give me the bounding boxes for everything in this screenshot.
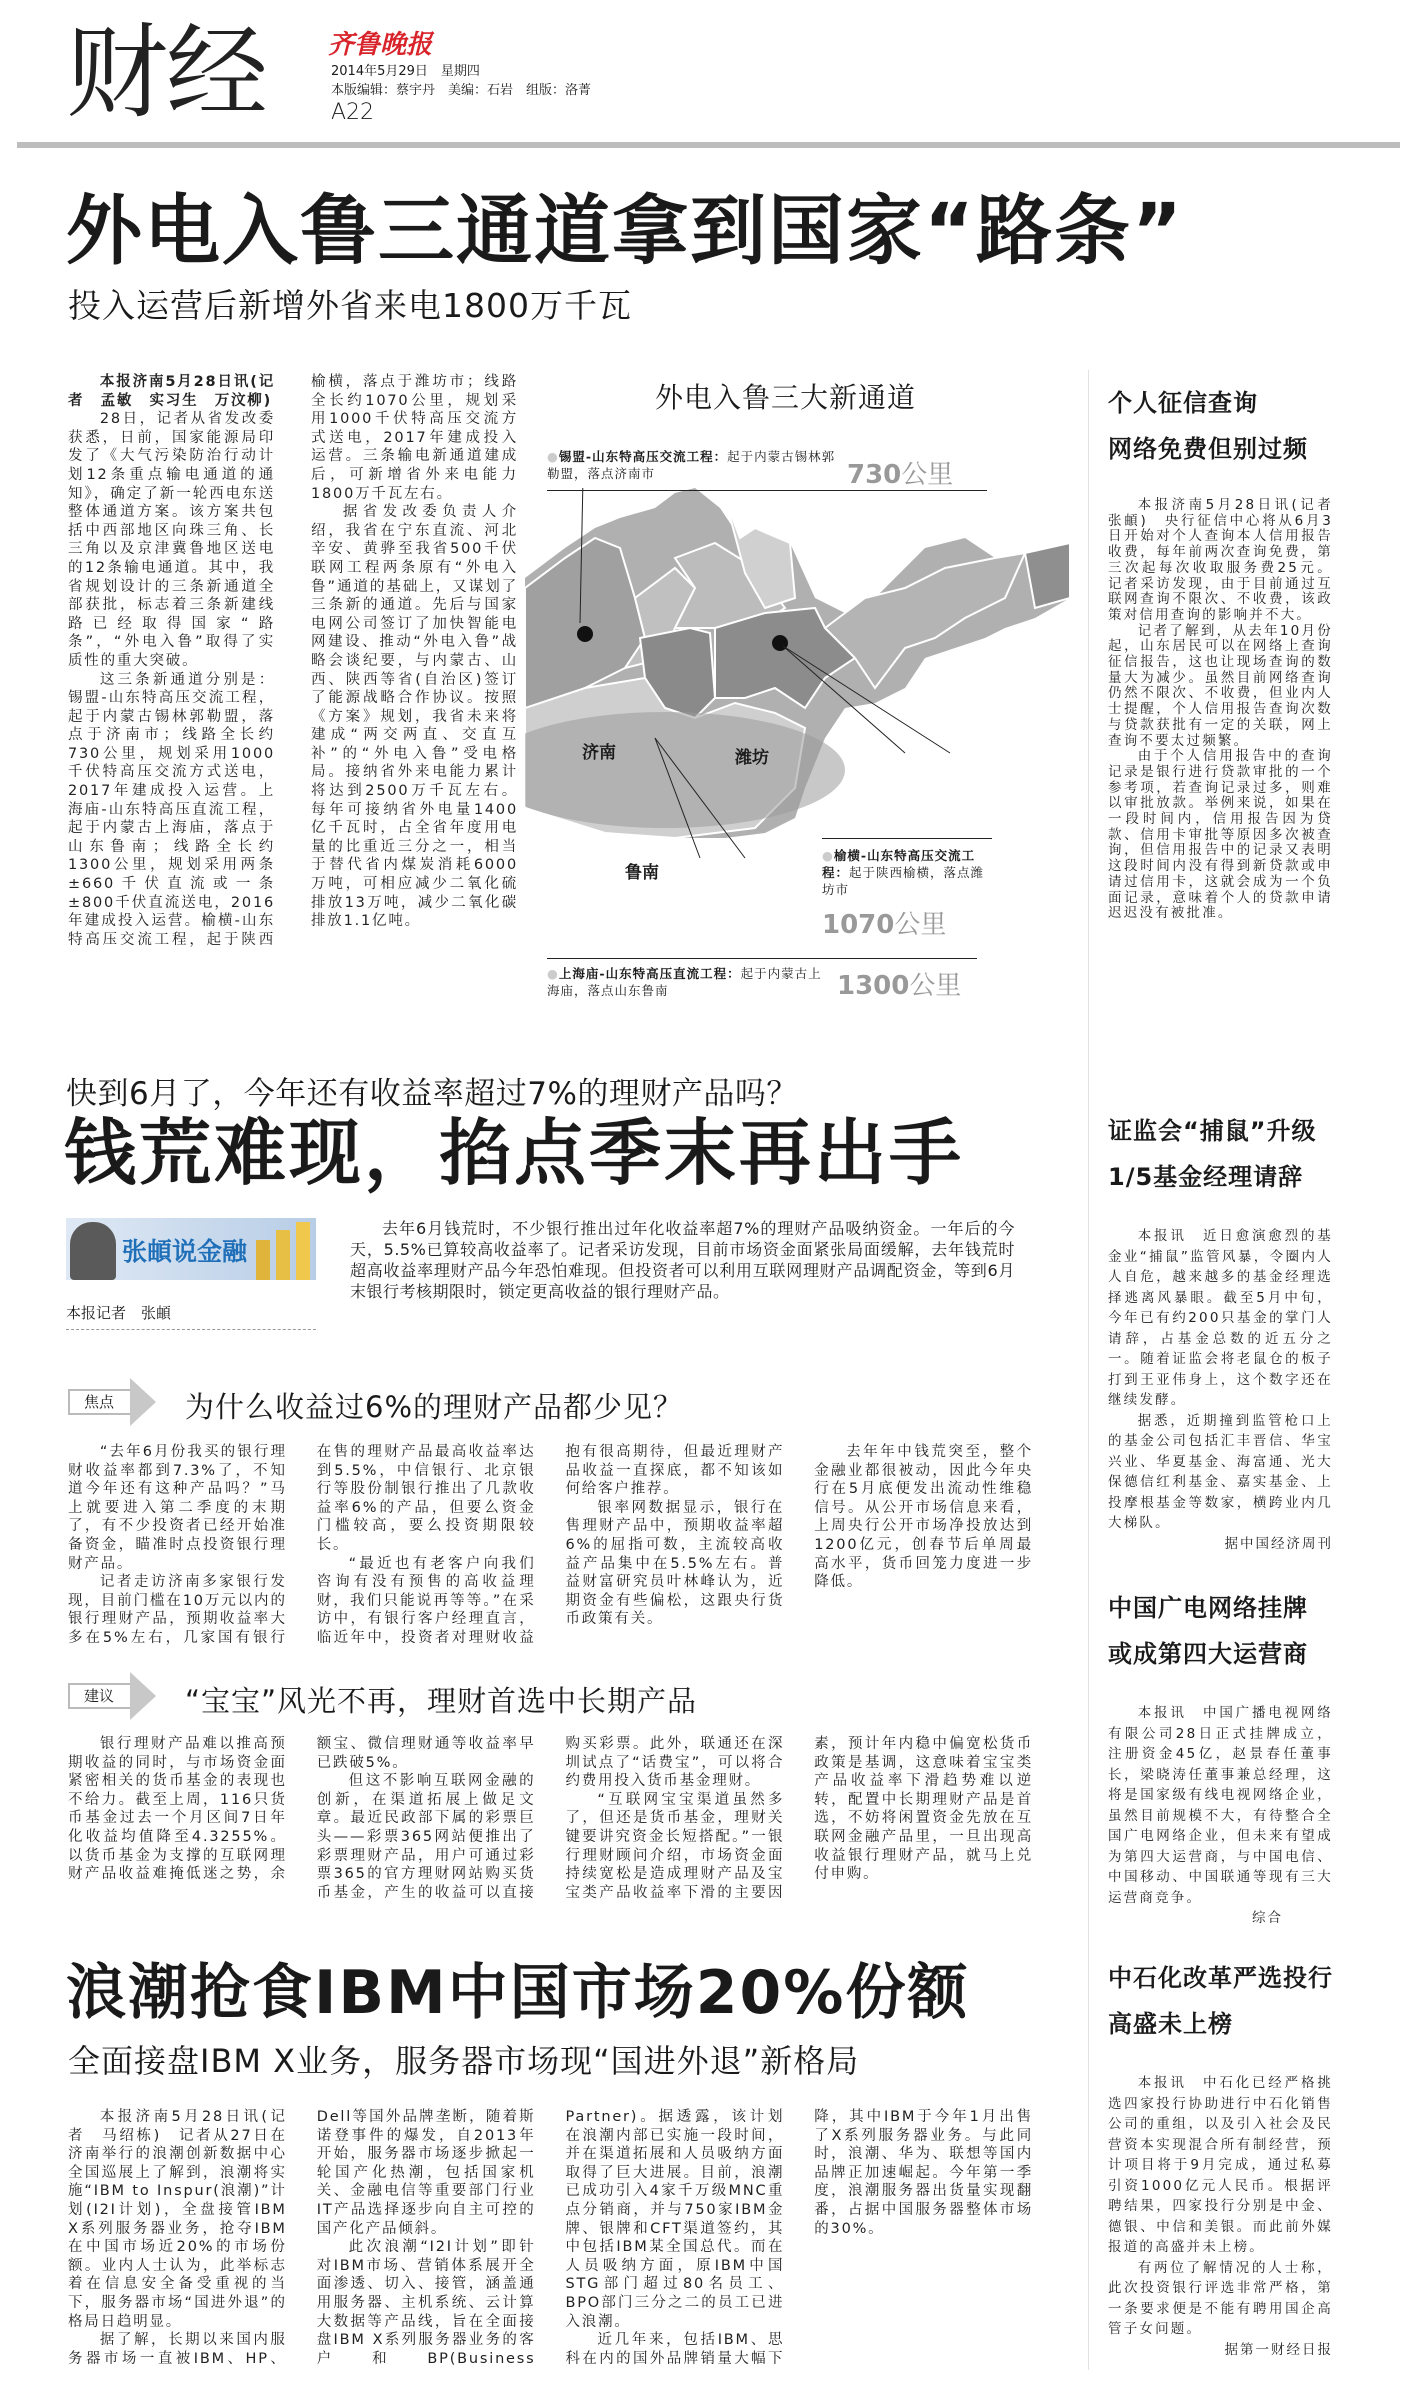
article1-paragraph: 这三条新通道分别是：锡盟-山东特高压交流工程，起于内蒙古锡林郭勒盟，落点于济南市；线路全长约730公里，规划采用1000千伏特高压交流方式送电，2017年建成投入运营。上海庙-山东特高压直流工程，起于内蒙古上海庙，落点于山东鲁南；线路全长约1300公里，规划采用两条±660千伏直流或一条±800千伏直流送电，2016年建成投入运营。榆横-山东特高压交流工程，起于陕西榆横，落点于潍坊市；线路全长约1070公里，规划采用1000千伏特高压交流方式送电，2017年建成投入运营。三条输电新通道建成后，可新增省外来电能力1800万千瓦左右。 [68,374,518,948]
arrow-right-icon [130,1378,156,1426]
article1-paragraph: 28日，记者从省发改委获悉，日前，国家能源局印发了《大气污染防治行动计划12条重点输电通道的通知》，确定了新一轮西电东送整体通道方案。该方案共包括中西部地区向珠三角、长三角以及京津冀鲁地区送电的12条输电通道。其中，我省规划设计的三条新通道全部获批，标志着三条新建线路已经取得国家“路条”，“外电入鲁”取得了实质性的重大突破。 [68,411,275,669]
article2-byline: 本报记者 张頔 [66,1302,316,1330]
article3-headline: 浪潮抢食IBM中国市场20%份额 [66,1958,970,2028]
advice-tag-label: 建议 [68,1683,130,1709]
section-name: 财经 [66,14,266,133]
route-name: 锡盟-山东特高压交流工程： [558,449,728,464]
advice-paragraph: 银行理财产品难以推高预期收益的同时，与市场资金面紧密相关的货币基金的表现也不给力。截至上周，116只货币基金过去一个月区间7日年化收益均值降至4.3255%。以货币基金为支撑的互联网理财产品收益难掩低迷之势，余额宝、微信理财通等收益率早已跌破5%。 [68,1736,536,1883]
route-name: 榆横-山东特高压交流工程： [822,848,976,880]
route-callout-shanghaimiao: ●上海庙-山东特高压直流工程：起于内蒙古上海庙，落点山东鲁南 1300公里 [547,958,977,999]
article3-paragraph: 据了解，长期以来国内服务器市场一直被IBM、HP、Dell等国外品牌垄断，随着斯诺登事件的爆发，自2013年开始，服务器市场逐步掀起一轮国产化热潮，包括国家机关、金融电信等重要部门行业IT产品选择逐步向自主可控的国产化产品倾斜。 [68,2109,536,2367]
route-desc: 起于陕西榆横，落点潍坊市 [822,865,985,897]
article2-intro: 去年6月钱荒时，不少银行推出过年化收益率超7%的理财产品吸纳资金。一年后的今天，5.5%已算较高收益率了。记者采访发现，目前市场资金面紧张局面缓解，去年钱荒时超高收益率理财产品今年恐怕难现。但投资者可以利用互联网理财产品调配资金，等到6月末银行考核期限时，锁定更高收益的银行理财产品。 [350,1219,1015,1301]
focus-heading: 为什么收益过6%的理财产品都少见？ [185,1390,684,1424]
story-paragraph: 本报讯 中石化已经严格挑选四家投行协助进行中石化销售公司的重组，以及引入社会及民营资本实现混合所有制经营，预计项目将于9月完成，通过私募引资1000亿元人民币。根据评聘结果，四家投行分别是中金、德银、中信和美银。而此前外媒报道的高盛并未上榜。 [1108,2075,1333,2255]
focus-paragraph: 去年年中钱荒突至，整个金融业都很被动，因此今年央行在5月底便发出流动性维稳信号。从公开市场信息来看，上周央行公开市场净投放达到1200亿元，创春节后单周最高水平，货币回笼力度进一步降低。 [814,1444,1033,1591]
advice-body [68,1735,1033,1907]
newspaper-logo: 齐鲁晚报 [328,30,433,60]
route-callout-yuheng: ●榆横-山东特高压交流工程：起于陕西榆横，落点潍坊市 1070公里 [822,838,992,941]
story-title: 证监会“捕鼠”升级 1/5基金经理请辞 [1108,1117,1317,1191]
focus-paragraph: 银率网数据显示，银行在售理财产品中，预期收益率超6%的屈指可数，主流较高收益产品集中在5.5%左右。普益财富研究员叶林峰认为，近期资金有些偏松，这跟央行货币政策有关。 [565,1499,785,1628]
jinan-marker [577,626,593,642]
sidebar-story-credit [1108,380,1333,922]
article1-subhead: 投入运营后新增外省来电1800万千瓦 [68,286,632,325]
route-callout-ximeng: ●锡盟-山东特高压交流工程：起于内蒙古锡林郭勒盟，落点济南市 730公里 [547,448,987,491]
sidebar-divider [1088,370,1089,2370]
author-portrait [70,1222,116,1280]
editors-credit: 本版编辑：蔡宇丹 美编：石岩 组版：洛菁 [331,83,592,98]
article3-paragraph: 近几年来，包括IBM、思科在内的国外品牌销量大幅下降，其中IBM于今年1月出售了X系列服务器业务。与此同时，浪潮、华为、联想等国内品牌正加速崛起。今年第一季度，浪潮服务器出货量实现翻番，占据中国服务器整体市场的30%。 [565,2109,1033,2367]
article3-paragraph: 此次浪潮“I2I计划”即针对IBM市场、营销体系展开全面渗透、切入、接管，涵盖通用服务器、主机系统、云计算大数据等产品线，旨在全面接盘IBM X系列服务器业务的客户和BP(Business Partner)。据透露，该计划在浪潮内部已实施一段时间，并在渠道拓展和人员吸纳方面取得了巨大进展。目前，浪潮已成功引入4家千万级MNC重点分销商，并与750家IBM金牌、银牌和CFT渠道签约，其中包括IBM某全国总代。而在人员吸纳方面，原IBM中国STG部门超过80名员工、BPO部门三分之二的员工已进入浪潮。 [316,2109,785,2367]
story-paragraph: 本报济南5月28日讯(记者张頔) 央行征信中心将从6月3日开始对个人查询本人信用报告收费，每年前两次查询免费，第三次起每次收取服务费25元。记者采访发现，由于目前通过互联网查询不限次、不收费，该政策对信用查询的影响并不大。 [1108,497,1333,623]
story-title: 中石化改革严选投行 高盛未上榜 [1108,1964,1333,2038]
story-paragraph: 有两位了解情况的人士称，此次投资银行评选非常严格，第一条要求便是不能有聘用国企高管子女问题。 [1108,2259,1333,2337]
story-source: 据第一财经日报 [1224,2341,1333,2358]
route-unit: 公里 [894,910,947,940]
coin-stack-icon [296,1222,310,1280]
focus-body [68,1443,1033,1655]
advice-tag [68,1672,156,1720]
map-title: 外电入鲁三大新通道 [655,381,917,414]
city-label-weifang: 潍坊 [735,748,769,768]
column-logo-banner [66,1218,316,1280]
header-rule [17,142,1400,148]
route-desc: 起于内蒙古锡林郭勒盟，落点济南市 [547,449,836,481]
story-paragraph: 本报讯 中国广播电视网络有限公司28日正式挂牌成立，注册资金45亿，赵景春任董事长，梁晓涛任董事兼总经理，这将是国家级有线电视网络企业，虽然目前规模不大，有待整合全国广电网络企业，但未来有望成为第四大运营商，与中国电信、中国移动、中国联通等现有三大运营商竞争。 [1108,1705,1333,1906]
city-label-jinan: 济南 [582,743,616,763]
city-label-lunan: 鲁南 [625,863,659,883]
story-title: 中国广电网络挂牌 或成第四大运营商 [1108,1594,1308,1668]
sidebar-story-broadcast [1108,1585,1333,1929]
article1-paragraph: 据省发改委负责人介绍，我省在宁东直流、河北辛安、黄骅至我省500千伏联网工程两条原有“外电入鲁”通道的基础上，又谋划了三条新的通道。先后与国家电网公司签订了加快智能电网建设、推动“外电入鲁”战略会谈纪要，与内蒙古、山西、陕西等省(自治区)签订了能源战略合作协议。按照《方案》规划，我省未来将建成“两交两直、交直互补”的“外电入鲁”受电格局。接纳省外来电能力累计将达到2500万千瓦左右。每年可接纳省外电量1400亿千瓦时，占全省年度用电量的比重近三分之一，相当于替代省内煤炭消耗6000万吨，可相应减少二氧化硫排放13万吨，减少二氧化碳排放1.1亿吨。 [311,504,518,930]
story-source: 综合 [1252,1910,1283,1926]
article3-paragraph: 本报济南5月28日讯(记者 马绍栋) 记者从27日在济南举行的浪潮创新数据中心全国巡展上了解到，浪潮将实施“IBM to Inspur(浪潮)”计划(I2I计划)，全盘接管IBM X系列服务器业务，抢夺IBM在中国市场近20%的市场份额。业内人士认为，此举标志着在信息安全备受重视的当下，服务器市场“国进外退”的格局日趋明显。 [68,2109,287,2330]
story-paragraph: 由于个人信用报告中的查询记录是银行进行贷款审批的一个参考项，若查询记录过多，则难以审批放款。举例来说，如果在一段时间内，信用报告因为贷款、信用卡审批等原因多次被查询，但信用报告中的记录又表明这段时间内没有得到新贷款或申请过信用卡，这就会成为一个负面记录，意味着个人的贷款申请迟迟没有被批准。 [1108,748,1333,922]
coin-stack-icon [276,1230,290,1280]
article1-dateline: 本报济南5月28日讯(记者 孟敏 实习生 万汶柳) [68,374,275,409]
column-logo-text: 张頔说金融 [122,1237,248,1266]
arrow-right-icon [130,1672,156,1720]
story-title: 个人征信查询 网络免费但别过频 [1108,389,1308,463]
focus-paragraph: “最近也有老客户向我们咨询有没有预售的高收益理财，我们只能说再等等。”在采访中，有银行客户经理直言，临近年中，投资者对理财收益抱有很高期待，但最近理财产品收益一直探底，都不知该如何给客户推荐。 [316,1444,785,1646]
coin-stack-icon [256,1240,270,1280]
focus-paragraph: 记者走访济南多家银行发现，目前门槛在10万元以内的银行理财产品，预期收益率大多在5%左右，几家国有银行在售的理财产品最高收益率达到5.5%，中信银行、北京银行等股份制银行推出了几款收益率6%的产品，但要么资金门槛较高，要么投资期限较长。 [68,1444,536,1646]
route-unit: 公里 [909,971,962,1001]
focus-paragraph: “去年6月份我买的银行理财收益率都到7.3%了，不知道今年还有这种产品吗？”马上就要进入第二季度的末期了，有不少投资者已经开始准备资金，瞄准时点投资银行理财产品。 [68,1444,287,1572]
article2-headline: 钱荒难现，掐点季末再出手 [64,1111,965,1195]
article1-body [68,373,518,998]
story-paragraph: 记者了解到，从去年10月份起，山东居民可以在网络上查询征信报告，这也让现场查询的数量大为减少。虽然目前网络查询仍然不限次、不收费，但业内人士提醒，个人信用报告查询次数与贷款获批有一定的关联，网上查询不要太过频繁。 [1108,622,1333,749]
article3-body [68,2108,1033,2378]
advice-paragraph: “互联网宝宝渠道虽然多了，但还是货币基金，理财关键要讲究资金长短搭配。”一银行理财顾问介绍，市场资金面持续宽松是造成理财产品及宝宝类产品收益率下滑的主要因素，预计年内稳中偏宽松货币政策是基调，这意味着宝宝类产品收益率下滑趋势难以逆转，配置中长期理财产品是首选，不妨将闲置资金先放在互联网金融产品里，一旦出现高收益银行理财产品，就马上兑付申购。 [565,1736,1033,1901]
advice-heading: “宝宝”风光不再，理财首选中长期产品 [185,1684,698,1718]
article1-headline: 外电入鲁三通道拿到国家“路条” [66,186,1184,275]
sidebar-story-sinopec [1108,1955,1333,2360]
channels-map [525,368,1070,1018]
route-name: 上海庙-山东特高压直流工程： [558,966,741,981]
story-source: 据中国经济周刊 [1224,1535,1333,1552]
story-paragraph: 本报讯 近日愈演愈烈的基金业“捕鼠”监管风暴，令圈内人人自危，越来越多的基金经理选择逃离风暴眼。截至5月中旬，今年已有约200只基金的掌门人请辞，占基金总数的近五分之一。随着证监会将老鼠仓的板子打到王亚伟身上，这个数字还在继续发酵。 [1108,1228,1333,1408]
article2-deck: 快到6月了，今年还有收益率超过7%的理财产品吗？ [66,1076,798,1112]
page-number: A22 [331,100,375,125]
route-unit: 公里 [901,460,954,490]
focus-tag [68,1378,156,1426]
sidebar-story-csrc [1108,1108,1333,1554]
route-length: 1300 [837,971,910,1001]
focus-tag-label: 焦点 [68,1389,130,1415]
route-length: 730 [847,460,902,490]
story-paragraph: 据悉，近期撞到监管枪口上的基金公司包括汇丰晋信、华宝兴业、华夏基金、海富通、光大保德信红利基金、嘉实基金、上投摩根基金等数家，横跨业内几大梯队。 [1108,1412,1333,1531]
route-desc: 起于内蒙古上海庙，落点山东鲁南 [547,966,822,998]
issue-date: 2014年5月29日 星期四 [331,64,480,79]
article3-subhead: 全面接盘IBM X业务，服务器市场现“国进外退”新格局 [68,2042,860,2080]
advice-paragraph: 但这不影响互联网金融的创新，在渠道拓展上做足文章。最近民政部下属的彩票巨头——彩票365网站便推出了彩票理财产品，用户可通过彩票365的官方理财网站购买货币基金，产生的收益可以直接购买彩票。此外，联通还在深圳试点了“话费宝”，可以将合约费用投入货币基金理财。 [316,1736,785,1901]
route-length: 1070 [822,910,895,940]
